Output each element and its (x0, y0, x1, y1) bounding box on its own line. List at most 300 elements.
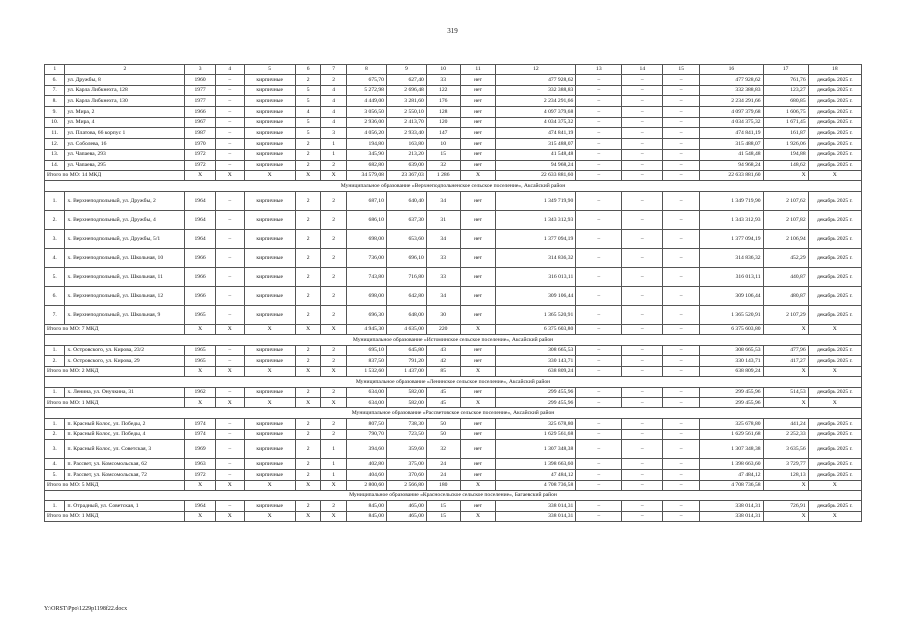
table-cell: 791,20 (386, 356, 426, 367)
table-cell: 480,87 (763, 286, 808, 305)
table-cell: декабрь 2025 г. (808, 210, 861, 229)
table-cell: кирпичные (244, 149, 295, 160)
total-cell: – (576, 366, 622, 376)
table-cell: 1 671,45 (763, 117, 808, 128)
housing-register-table (44, 64, 862, 522)
table-cell: 2 696,48 (386, 85, 426, 96)
table-cell: 1987 (185, 128, 216, 139)
building-address: х. Верхнеподпольный, ул. Школьная, 10 (65, 248, 185, 267)
building-row (45, 128, 862, 139)
table-cell: 6. (45, 75, 65, 86)
table-cell: 686,10 (346, 210, 386, 229)
table-cell: 5 272,98 (346, 85, 386, 96)
table-cell: 14. (45, 160, 65, 171)
municipality-section-title: Муниципальное образование «Рассветовское сельское поселение», Аксайский район (45, 408, 862, 419)
table-cell: – (576, 345, 622, 356)
table-cell: – (576, 459, 622, 470)
total-cell: X (215, 324, 244, 334)
table-cell: – (215, 75, 244, 86)
table-cell: 2 (321, 387, 347, 398)
total-cell: X (321, 480, 347, 490)
table-cell: 2 (295, 191, 321, 210)
table-cell: 1 (321, 470, 347, 481)
table-cell: – (215, 248, 244, 267)
total-cell: X (460, 171, 496, 181)
file-path-footer: Y:\ORST\Ppo\1229p1198f22.docx (44, 606, 128, 612)
table-cell: 452,29 (763, 248, 808, 267)
table-cell: – (622, 267, 663, 286)
table-cell: – (622, 229, 663, 248)
municipality-section-title: Муниципальное образование «Верхнеподпольненское сельское поселение», Аксайский район (45, 181, 862, 192)
table-cell: 2 (295, 387, 321, 398)
table-cell: 1 365 520,91 (700, 305, 763, 324)
table-cell: 1 307 348,38 (700, 440, 763, 459)
table-cell: 34 (426, 286, 460, 305)
column-number: 13 (576, 65, 622, 75)
table-cell: 2 (321, 229, 347, 248)
total-cell: X (295, 366, 321, 376)
total-cell: X (215, 398, 244, 408)
table-cell: – (663, 149, 700, 160)
table-cell: – (622, 107, 663, 118)
total-cell: 4 635,00 (386, 324, 426, 334)
table-cell: 2 (295, 160, 321, 171)
municipality-section-title: Муниципальное образование «Красносельское сельское поселение», Багаевский район (45, 490, 862, 501)
total-cell: X (460, 398, 496, 408)
table-cell: 47 484,12 (700, 470, 763, 481)
table-cell: нет (460, 139, 496, 150)
building-row (45, 501, 862, 512)
table-cell: – (215, 128, 244, 139)
table-cell: 1972 (185, 470, 216, 481)
table-cell: нет (460, 229, 496, 248)
table-cell: – (663, 210, 700, 229)
total-cell: X (808, 366, 861, 376)
table-cell: – (622, 248, 663, 267)
building-address: х. Верхнеподпольный, ул. Школьная, 12 (65, 286, 185, 305)
total-cell: 180 (426, 480, 460, 490)
building-row (45, 85, 862, 96)
table-cell: 2 (321, 75, 347, 86)
table-cell: 394,60 (346, 440, 386, 459)
table-cell: 32 (426, 160, 460, 171)
table-cell: – (622, 191, 663, 210)
table-cell: 696,10 (386, 248, 426, 267)
table-cell: 716,80 (386, 267, 426, 286)
table-cell: – (663, 96, 700, 107)
municipality-section-row (45, 490, 862, 501)
table-cell: 325 678,80 (496, 419, 576, 430)
table-cell: 4 (321, 117, 347, 128)
table-cell: – (622, 85, 663, 96)
total-cell: X (321, 398, 347, 408)
column-number: 10 (426, 65, 460, 75)
table-cell: – (663, 440, 700, 459)
total-cell: – (663, 398, 700, 408)
table-cell: – (622, 75, 663, 86)
table-cell: кирпичные (244, 229, 295, 248)
table-cell: декабрь 2025 г. (808, 470, 861, 481)
table-cell: нет (460, 387, 496, 398)
table-cell: 698,00 (346, 286, 386, 305)
table-cell: 695,10 (346, 345, 386, 356)
total-cell: 1 286 (426, 171, 460, 181)
table-cell: – (215, 440, 244, 459)
table-cell: кирпичные (244, 107, 295, 118)
table-cell: – (215, 429, 244, 440)
table-cell: декабрь 2025 г. (808, 440, 861, 459)
table-cell: нет (460, 117, 496, 128)
table-cell: декабрь 2025 г. (808, 305, 861, 324)
building-row (45, 440, 862, 459)
total-cell: 634,00 (346, 398, 386, 408)
table-cell: 1977 (185, 96, 216, 107)
total-cell: 299 455,96 (700, 398, 763, 408)
building-address: х. Ленина, ул. Онучкина, 31 (65, 387, 185, 398)
total-cell: X (185, 512, 216, 522)
table-cell: – (663, 139, 700, 150)
table-cell: – (622, 440, 663, 459)
table-cell: 6. (45, 286, 65, 305)
table-cell: – (622, 286, 663, 305)
table-cell: нет (460, 248, 496, 267)
table-cell: 2 (321, 501, 347, 512)
table-cell: 34 (426, 191, 460, 210)
table-cell: 1964 (185, 191, 216, 210)
building-address: п. Отрадный, ул. Советская, 1 (65, 501, 185, 512)
table-cell: кирпичные (244, 345, 295, 356)
table-cell: 1965 (185, 356, 216, 367)
building-address: ул. Дружбы, 8 (65, 75, 185, 86)
table-cell: 7. (45, 85, 65, 96)
column-number: 14 (622, 65, 663, 75)
table-cell: – (215, 107, 244, 118)
table-cell: 2 234 291,66 (496, 96, 576, 107)
total-cell: 638 809,24 (700, 366, 763, 376)
table-cell: 314 836,32 (496, 248, 576, 267)
table-cell: – (622, 356, 663, 367)
table-cell: 314 836,32 (700, 248, 763, 267)
total-cell: – (622, 512, 663, 522)
total-cell: 34 579,08 (346, 171, 386, 181)
total-cell: X (244, 512, 295, 522)
table-cell: 1972 (185, 149, 216, 160)
table-cell: 1972 (185, 160, 216, 171)
table-cell: 1 398 663,60 (700, 459, 763, 470)
total-cell: 2 566,80 (386, 480, 426, 490)
table-cell: 2 (295, 459, 321, 470)
table-cell: 627,40 (386, 75, 426, 86)
table-cell: 474 841,19 (496, 128, 576, 139)
column-number: 18 (808, 65, 861, 75)
table-cell: – (663, 286, 700, 305)
table-cell: – (576, 85, 622, 96)
table-cell: 645,80 (386, 345, 426, 356)
table-cell: – (663, 356, 700, 367)
table-cell: 3 729,77 (763, 459, 808, 470)
table-cell: 2 (295, 356, 321, 367)
total-cell: X (321, 324, 347, 334)
table-cell: декабрь 2025 г. (808, 117, 861, 128)
table-cell: кирпичные (244, 356, 295, 367)
table-cell: 1964 (185, 501, 216, 512)
table-cell: декабрь 2025 г. (808, 419, 861, 430)
table-cell: 2 (321, 356, 347, 367)
table-cell: 477 928,62 (496, 75, 576, 86)
total-cell: X (244, 324, 295, 334)
table-cell: 2 (295, 75, 321, 86)
total-cell: – (663, 171, 700, 181)
table-cell: 1 307 348,38 (496, 440, 576, 459)
table-cell: кирпичные (244, 96, 295, 107)
table-cell: 4 056,20 (346, 128, 386, 139)
table-cell: 640,40 (386, 191, 426, 210)
table-cell: 128,13 (763, 470, 808, 481)
table-cell: 5 (295, 96, 321, 107)
table-cell: 3 056,50 (346, 107, 386, 118)
table-cell: 736,00 (346, 248, 386, 267)
table-cell: – (215, 85, 244, 96)
municipality-total-row (45, 480, 862, 490)
table-cell: 161,87 (763, 128, 808, 139)
table-cell: – (663, 470, 700, 481)
table-cell: – (576, 75, 622, 86)
table-cell: 1966 (185, 267, 216, 286)
table-cell: 94 968,24 (700, 160, 763, 171)
building-row (45, 117, 862, 128)
table-cell: кирпичные (244, 160, 295, 171)
table-cell: декабрь 2025 г. (808, 85, 861, 96)
total-cell: – (663, 512, 700, 522)
table-cell: 1974 (185, 419, 216, 430)
total-cell: 4 708 736,58 (700, 480, 763, 490)
table-cell: декабрь 2025 г. (808, 267, 861, 286)
table-cell: – (663, 128, 700, 139)
building-row (45, 191, 862, 210)
total-cell: – (663, 480, 700, 490)
table-cell: 10. (45, 117, 65, 128)
total-cell: X (215, 480, 244, 490)
table-cell: 2 (295, 149, 321, 160)
table-cell: 675,70 (346, 75, 386, 86)
table-cell: – (663, 419, 700, 430)
column-number: 17 (763, 65, 808, 75)
table-cell: кирпичные (244, 210, 295, 229)
table-cell: 726,91 (763, 501, 808, 512)
total-cell: 45 (426, 398, 460, 408)
table-cell: – (663, 107, 700, 118)
total-cell: X (460, 366, 496, 376)
table-cell: – (622, 419, 663, 430)
total-cell: X (808, 324, 861, 334)
table-cell: декабрь 2025 г. (808, 160, 861, 171)
total-cell: 638 809,24 (496, 366, 576, 376)
table-cell: 2 (321, 248, 347, 267)
table-cell: – (663, 429, 700, 440)
table-cell: декабрь 2025 г. (808, 191, 861, 210)
table-cell: 10 (426, 139, 460, 150)
building-row (45, 459, 862, 470)
table-cell: – (215, 345, 244, 356)
building-address: х. Островского, ул. Кирова, 23/2 (65, 345, 185, 356)
table-cell: нет (460, 470, 496, 481)
table-cell: 2. (45, 210, 65, 229)
table-cell: 194,80 (346, 139, 386, 150)
table-cell: – (215, 210, 244, 229)
table-cell: 2 (295, 229, 321, 248)
building-row (45, 356, 862, 367)
total-label: Итого по МО: 1 МКД (45, 398, 185, 408)
table-cell: 3 (321, 128, 347, 139)
table-cell: 477 928,62 (700, 75, 763, 86)
table-cell: 15 (426, 501, 460, 512)
table-cell: – (215, 117, 244, 128)
total-label: Итого по МО: 1 МКД (45, 512, 185, 522)
total-cell: 4 945,30 (346, 324, 386, 334)
table-cell: 332 388,83 (700, 85, 763, 96)
table-cell: кирпичные (244, 75, 295, 86)
building-address: ул. Чапаева, 295 (65, 160, 185, 171)
table-cell: 514,53 (763, 387, 808, 398)
table-cell: 1 (321, 459, 347, 470)
table-cell: 1 343 312,93 (700, 210, 763, 229)
building-address: х. Верхнеподпольный, ул. Дружбы, 4 (65, 210, 185, 229)
table-cell: 2 (321, 419, 347, 430)
table-cell: – (622, 139, 663, 150)
table-cell: 15 (426, 149, 460, 160)
total-cell: X (244, 480, 295, 490)
building-row (45, 387, 862, 398)
table-cell: 648,00 (386, 305, 426, 324)
total-cell: – (576, 480, 622, 490)
total-label: Итого по МО: 14 МКД (45, 171, 185, 181)
table-cell: 8. (45, 96, 65, 107)
table-cell: – (576, 356, 622, 367)
building-address: ул. Соболева, 16 (65, 139, 185, 150)
table-cell: – (622, 117, 663, 128)
table-cell: 2. (45, 429, 65, 440)
building-row (45, 419, 862, 430)
table-cell: 2 107,62 (763, 191, 808, 210)
table-cell: – (215, 139, 244, 150)
table-cell: 2 933,40 (386, 128, 426, 139)
table-cell: 4 (321, 96, 347, 107)
total-cell: X (763, 171, 808, 181)
table-cell: 309 106,44 (700, 286, 763, 305)
table-cell: 5 (295, 117, 321, 128)
table-cell: нет (460, 128, 496, 139)
building-row (45, 149, 862, 160)
total-cell: – (576, 398, 622, 408)
table-cell: 42 (426, 356, 460, 367)
total-cell: – (622, 366, 663, 376)
table-cell: 4 (321, 107, 347, 118)
table-cell: – (663, 191, 700, 210)
table-cell: 4 (295, 107, 321, 118)
column-number: 8 (346, 65, 386, 75)
table-cell: – (215, 286, 244, 305)
table-cell: 122 (426, 85, 460, 96)
table-cell: 2 (321, 160, 347, 171)
table-cell: 3. (45, 440, 65, 459)
table-cell: 148,62 (763, 160, 808, 171)
table-cell: 120 (426, 117, 460, 128)
table-cell: 738,30 (386, 419, 426, 430)
table-cell: 5. (45, 267, 65, 286)
table-cell: – (215, 459, 244, 470)
building-row (45, 107, 862, 118)
table-cell: – (663, 75, 700, 86)
building-address: ул. Мира, 4 (65, 117, 185, 128)
table-cell: 2 413,70 (386, 117, 426, 128)
table-cell: нет (460, 210, 496, 229)
table-cell: – (576, 191, 622, 210)
total-cell: – (622, 171, 663, 181)
table-cell: 723,50 (386, 429, 426, 440)
table-cell: 1. (45, 191, 65, 210)
table-cell: 1977 (185, 85, 216, 96)
table-cell: 147 (426, 128, 460, 139)
column-number: 7 (321, 65, 347, 75)
table-cell: 13. (45, 149, 65, 160)
building-address: п. Красный Колос, ул. Советская, 3 (65, 440, 185, 459)
building-address: ул. Мира, 2 (65, 107, 185, 118)
total-cell: X (215, 171, 244, 181)
total-cell: X (763, 480, 808, 490)
table-cell: нет (460, 160, 496, 171)
table-cell: – (576, 210, 622, 229)
total-cell: – (622, 324, 663, 334)
column-number: 6 (295, 65, 321, 75)
table-cell: – (576, 419, 622, 430)
building-row (45, 345, 862, 356)
table-cell: 1. (45, 501, 65, 512)
table-cell: – (622, 387, 663, 398)
table-cell: 1 398 663,60 (496, 459, 576, 470)
table-cell: 1966 (185, 248, 216, 267)
table-cell: 2 234 291,66 (700, 96, 763, 107)
table-cell: 163,80 (386, 139, 426, 150)
building-row (45, 210, 862, 229)
table-cell: 2 (295, 286, 321, 305)
municipality-section-title: Муниципальное образование «Ленинское сельское поселение», Аксайский район (45, 376, 862, 387)
table-cell: – (663, 305, 700, 324)
table-cell: 370,60 (386, 470, 426, 481)
table-cell: 761,76 (763, 75, 808, 86)
table-body (45, 65, 862, 522)
table-cell: 2 (295, 248, 321, 267)
table-cell: 2 (295, 429, 321, 440)
total-cell: X (460, 512, 496, 522)
total-cell: X (295, 512, 321, 522)
table-cell: 2 (321, 429, 347, 440)
total-cell: X (763, 324, 808, 334)
table-cell: 465,00 (386, 501, 426, 512)
table-cell: – (576, 139, 622, 150)
table-cell: кирпичные (244, 470, 295, 481)
table-cell: – (622, 501, 663, 512)
table-cell: 634,00 (346, 387, 386, 398)
table-cell: 653,60 (386, 229, 426, 248)
table-cell: 330 143,71 (496, 356, 576, 367)
table-cell: 315 488,07 (700, 139, 763, 150)
table-cell: 1965 (185, 345, 216, 356)
table-cell: 582,00 (386, 387, 426, 398)
table-cell: кирпичные (244, 305, 295, 324)
total-cell: X (185, 398, 216, 408)
building-address: ул. Карла Либкнехта, 128 (65, 85, 185, 96)
table-cell: нет (460, 305, 496, 324)
